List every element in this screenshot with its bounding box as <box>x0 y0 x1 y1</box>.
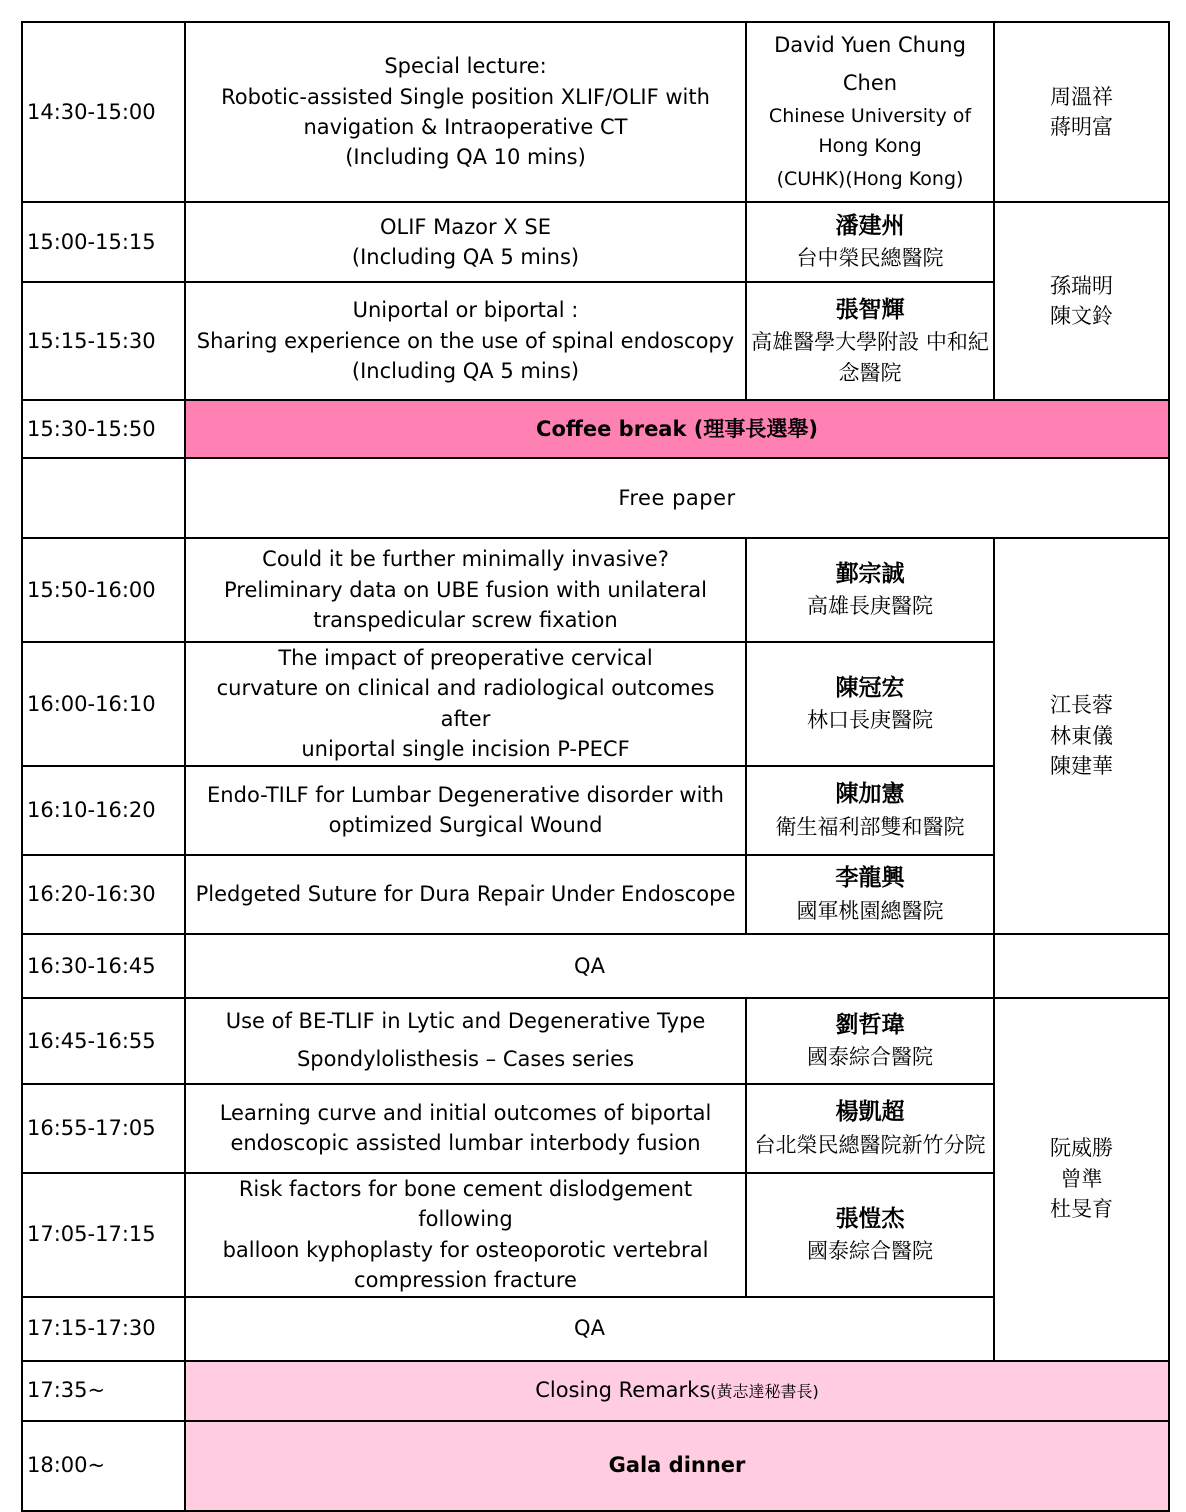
topic-line: balloon kyphoplasty for osteoporotic vertebral <box>222 1237 709 1262</box>
chair-name: 曾準 <box>1060 1166 1103 1191</box>
topic-line: optimized Surgical Wound <box>328 813 603 838</box>
section-header-row <box>22 458 1169 538</box>
chair-name: 阮威勝 <box>1050 1136 1113 1161</box>
topic-cell <box>185 998 746 1084</box>
speaker-name: 潘建州 <box>835 213 905 240</box>
affiliation: 國軍桃園總醫院 <box>796 898 944 923</box>
speaker-name: 張智輝 <box>835 296 905 323</box>
break-row <box>22 400 1169 458</box>
time-cell: 15:50-16:00 <box>22 538 185 642</box>
topic-cell <box>185 855 746 934</box>
speaker-cell <box>746 538 994 642</box>
chair-name: 林東儀 <box>1050 723 1113 748</box>
chair-name: 杜旻育 <box>1050 1197 1113 1222</box>
topic-cell <box>185 282 746 400</box>
affiliation: 林口長庚醫院 <box>807 708 933 733</box>
speaker-cell <box>746 202 994 282</box>
time-cell: 16:20-16:30 <box>22 855 185 934</box>
session-row <box>22 538 1169 642</box>
chair-name: 周溫祥 <box>1050 84 1113 109</box>
speaker-name: 楊凱超 <box>835 1099 905 1126</box>
qa-row <box>22 934 1169 998</box>
time-cell: 15:15-15:30 <box>22 282 185 400</box>
topic-line: Use of BE-TLIF in Lytic and Degenerative Type <box>225 1008 706 1033</box>
chair-name: 陳建華 <box>1050 754 1113 779</box>
topic-line: Risk factors for bone cement dislodgement following <box>238 1176 693 1232</box>
topic-line: Uniportal or biportal : <box>352 298 579 323</box>
gala-row <box>22 1421 1169 1511</box>
topic-cell <box>185 22 746 202</box>
speaker-name: 張愷杰 <box>835 1205 905 1232</box>
time-cell: 16:55-17:05 <box>22 1084 185 1173</box>
chair-name: 陳文鈴 <box>1050 304 1113 328</box>
topic-line: Special lecture: <box>384 54 547 79</box>
topic-line: endoscopic assisted lumbar interbody fusion <box>230 1131 701 1156</box>
affiliation: 台中榮民總醫院 <box>796 246 944 271</box>
topic-cell <box>185 202 746 282</box>
schedule-table <box>21 21 1170 1512</box>
session-row <box>22 202 1169 282</box>
speaker-name: 鄞宗誠 <box>835 561 905 588</box>
speaker-name: 陳冠宏 <box>835 674 905 701</box>
topic-line: Sharing experience on the use of spinal endoscopy <box>196 328 735 353</box>
speaker-name: Chen <box>842 70 898 95</box>
affiliation: 國泰綜合醫院 <box>807 1045 933 1070</box>
chair-name: 孫瑞明 <box>1050 273 1113 298</box>
time-cell: 16:45-16:55 <box>22 998 185 1084</box>
closing-remarks-host: (黃志達秘書長) <box>710 1382 819 1402</box>
topic-cell <box>185 538 746 642</box>
affiliation: 國泰綜合醫院 <box>807 1239 933 1264</box>
empty-cell <box>994 934 1169 998</box>
coffee-break-label: Coffee break (理事長選舉) <box>185 400 1169 458</box>
topic-line: OLIF Mazor X SE <box>379 214 551 239</box>
speaker-cell <box>746 1173 994 1297</box>
time-cell: 17:35~ <box>22 1361 185 1421</box>
topic-cell <box>185 766 746 855</box>
speaker-name: David Yuen Chung <box>774 32 966 57</box>
topic-line: (Including QA 10 mins) <box>345 145 586 170</box>
time-cell: 16:10-16:20 <box>22 766 185 855</box>
chair-name: 蔣明富 <box>1050 115 1113 139</box>
empty-cell <box>22 458 185 538</box>
speaker-cell <box>746 22 994 202</box>
topic-line: Pledgeted Suture for Dura Repair Under Endoscope <box>195 882 736 907</box>
affiliation: 高雄醫學大學附設 <box>751 330 920 355</box>
affiliation: 衛生福利部雙和醫院 <box>775 814 965 839</box>
speaker-cell <box>746 855 994 934</box>
topic-line: Endo-TILF for Lumbar Degenerative disorder with <box>207 782 724 807</box>
speaker-name: 李龍興 <box>835 865 905 892</box>
topic-cell <box>185 1173 746 1297</box>
closing-remarks-cell <box>185 1361 1169 1421</box>
topic-line: uniportal single incision P-PECF <box>301 737 630 762</box>
speaker-cell <box>746 1084 994 1173</box>
time-cell: 17:15-17:30 <box>22 1297 185 1361</box>
topic-cell <box>185 642 746 766</box>
qa-label: QA <box>185 1297 994 1361</box>
topic-line: Robotic-assisted Single position XLIF/OLIF with <box>221 84 710 109</box>
chair-cell <box>994 202 1169 400</box>
closing-remarks-label: Closing Remarks <box>535 1378 711 1403</box>
topic-line: Could it be further minimally invasive? <box>262 547 669 572</box>
topic-line: Preliminary data on UBE fusion with unilateral <box>224 577 707 602</box>
affiliation: 中和紀念醫院 <box>838 330 989 385</box>
time-cell: 16:00-16:10 <box>22 642 185 766</box>
speaker-cell <box>746 998 994 1084</box>
time-cell: 18:00~ <box>22 1421 185 1511</box>
chair-cell <box>994 22 1169 202</box>
affiliation: (CUHK)(Hong Kong) <box>776 168 964 191</box>
speaker-cell <box>746 282 994 400</box>
topic-line: transpedicular screw fixation <box>313 608 618 633</box>
time-cell: 16:30-16:45 <box>22 934 185 998</box>
speaker-cell <box>746 642 994 766</box>
section-title: Free paper <box>185 458 1169 538</box>
topic-cell <box>185 1084 746 1173</box>
speaker-name: 陳加憲 <box>835 781 905 808</box>
affiliation: Hong Kong <box>818 134 922 157</box>
topic-line: navigation & Intraoperative CT <box>303 115 628 139</box>
topic-line: compression fracture <box>354 1268 577 1293</box>
chair-name: 江長蓉 <box>1050 693 1113 718</box>
session-row <box>22 998 1169 1084</box>
topic-line: (Including QA 5 mins) <box>351 245 580 269</box>
affiliation: Chinese University of <box>768 105 972 128</box>
topic-line: Learning curve and initial outcomes of biportal <box>219 1100 712 1125</box>
chair-cell <box>994 538 1169 934</box>
topic-line: The impact of preoperative cervical <box>278 646 653 670</box>
affiliation: 台北榮民總醫院新竹分院 <box>754 1132 986 1157</box>
gala-dinner-label: Gala dinner <box>185 1421 1169 1511</box>
chair-cell <box>994 998 1169 1361</box>
time-cell: 17:05-17:15 <box>22 1173 185 1297</box>
time-cell: 15:30-15:50 <box>22 400 185 458</box>
topic-line: curvature on clinical and radiological outcomes after <box>216 676 715 731</box>
topic-line: (Including QA 5 mins) <box>351 359 580 384</box>
speaker-cell <box>746 766 994 855</box>
topic-line: Spondylolisthesis – Cases series <box>296 1046 635 1071</box>
closing-row <box>22 1361 1169 1421</box>
affiliation: 高雄長庚醫院 <box>807 594 933 619</box>
speaker-name: 劉哲瑋 <box>835 1011 905 1038</box>
qa-label: QA <box>185 934 994 998</box>
time-cell: 15:00-15:15 <box>22 202 185 282</box>
time-cell: 14:30-15:00 <box>22 22 185 202</box>
session-row <box>22 22 1169 202</box>
